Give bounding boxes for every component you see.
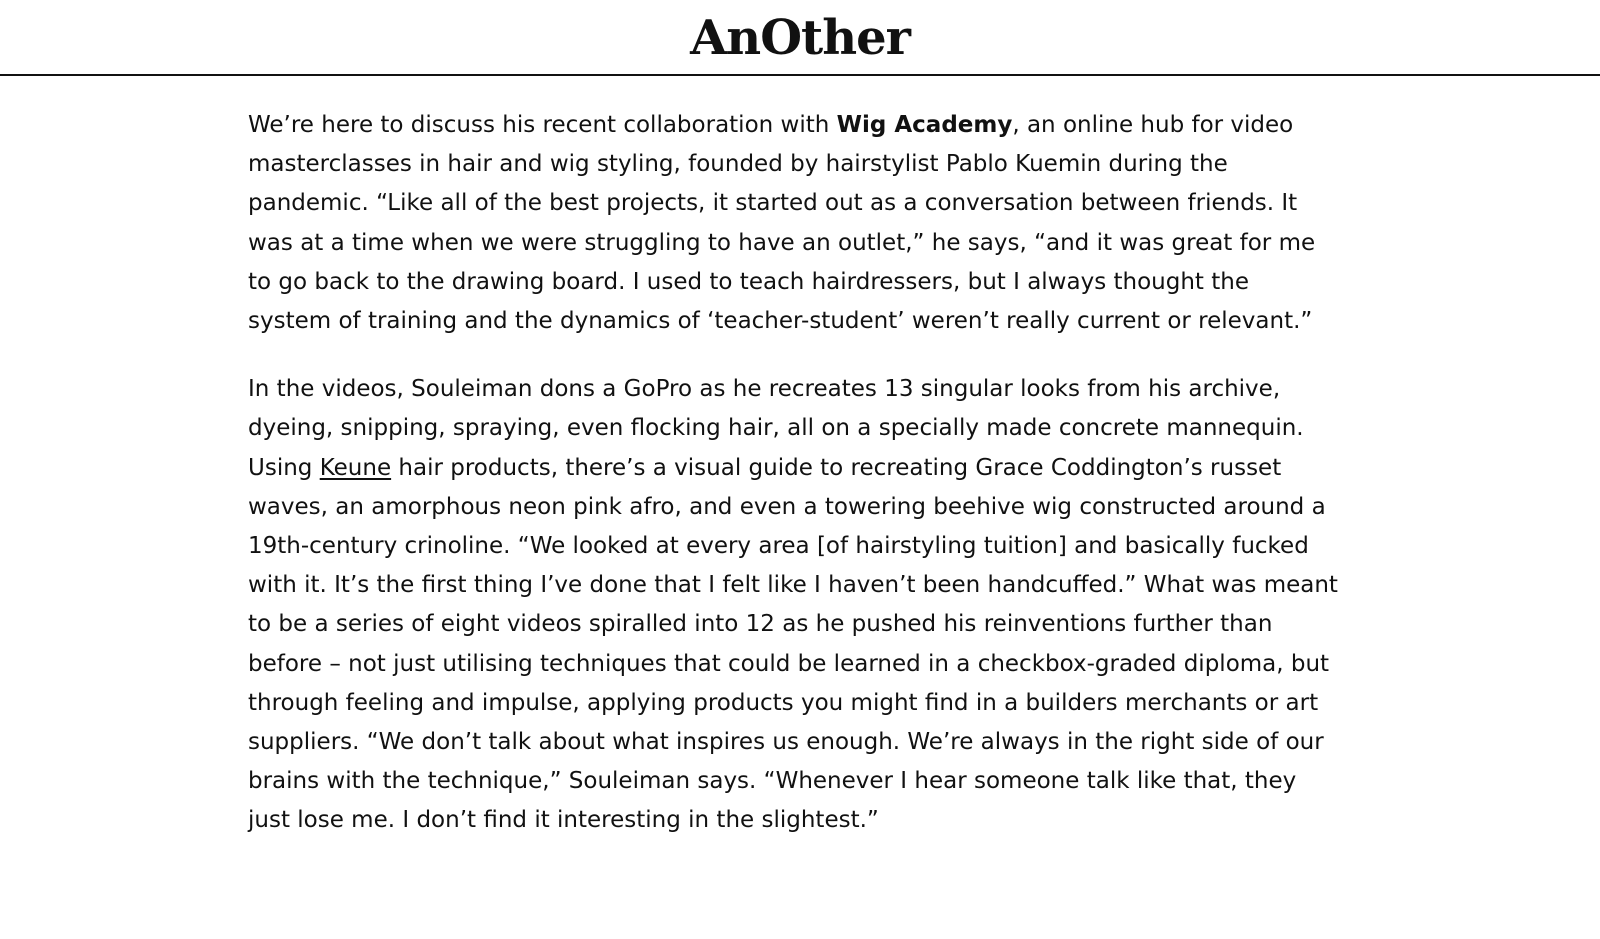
paragraph-text: In the videos, Souleiman dons a GoPro as he recreates 13 singular looks from his archive, dyeing, snipping, spraying, even flocking hair, all on a specially made concrete mannequin. Using [248,376,1304,481]
keune-link[interactable]: Keune [319,454,392,481]
article-paragraph [248,106,1338,341]
paragraph-text: hair products, there’s a visual guide to recreating Grace Coddington’s russet waves, an amorphous neon pink afro, and even a towering beehive wig constructed around a 19th-century crinoline. “We looked at every area [of hairstyling tuition] and basically fucked with it. It’s the first thing I’ve done that I felt like I haven’t been handcuffed.” What was meant to be a series of eight videos spiralled into 12 as he pushed his reinventions further than before – not just utilising techniques that could be learned in a checkbox-graded diploma, but through feeling and impulse, applying products you might find in a builders merchants or art suppliers. “We don’t talk about what inspires us enough. We’re always in the right side of our brains with the technique,” Souleiman says. “Whenever I hear someone talk like that, they just lose me. I don’t find it interesting in the slightest.” [248,454,1338,834]
article-paragraph [248,370,1338,840]
site-header [0,0,1600,76]
site-logo[interactable]: AnOther [690,10,910,66]
paragraph-text: , an online hub for video masterclasses in hair and wig styling, founded by hairstylist Pablo Kuemin during the pandemic. “Like all of the best projects, it started out as a conversation between friends. It was at a time when we were struggling to have an outlet,” he says, “and it was great for me to go back to the drawing board. I used to teach hairdressers, but I always thought the system of training and the dynamics of ‘teacher-student’ weren’t really current or relevant.” [248,112,1316,335]
paragraph-text: We’re here to discuss his recent collaboration with [248,112,837,138]
wig-academy-link[interactable]: Wig Academy [836,112,1013,138]
article-body [248,106,1338,870]
